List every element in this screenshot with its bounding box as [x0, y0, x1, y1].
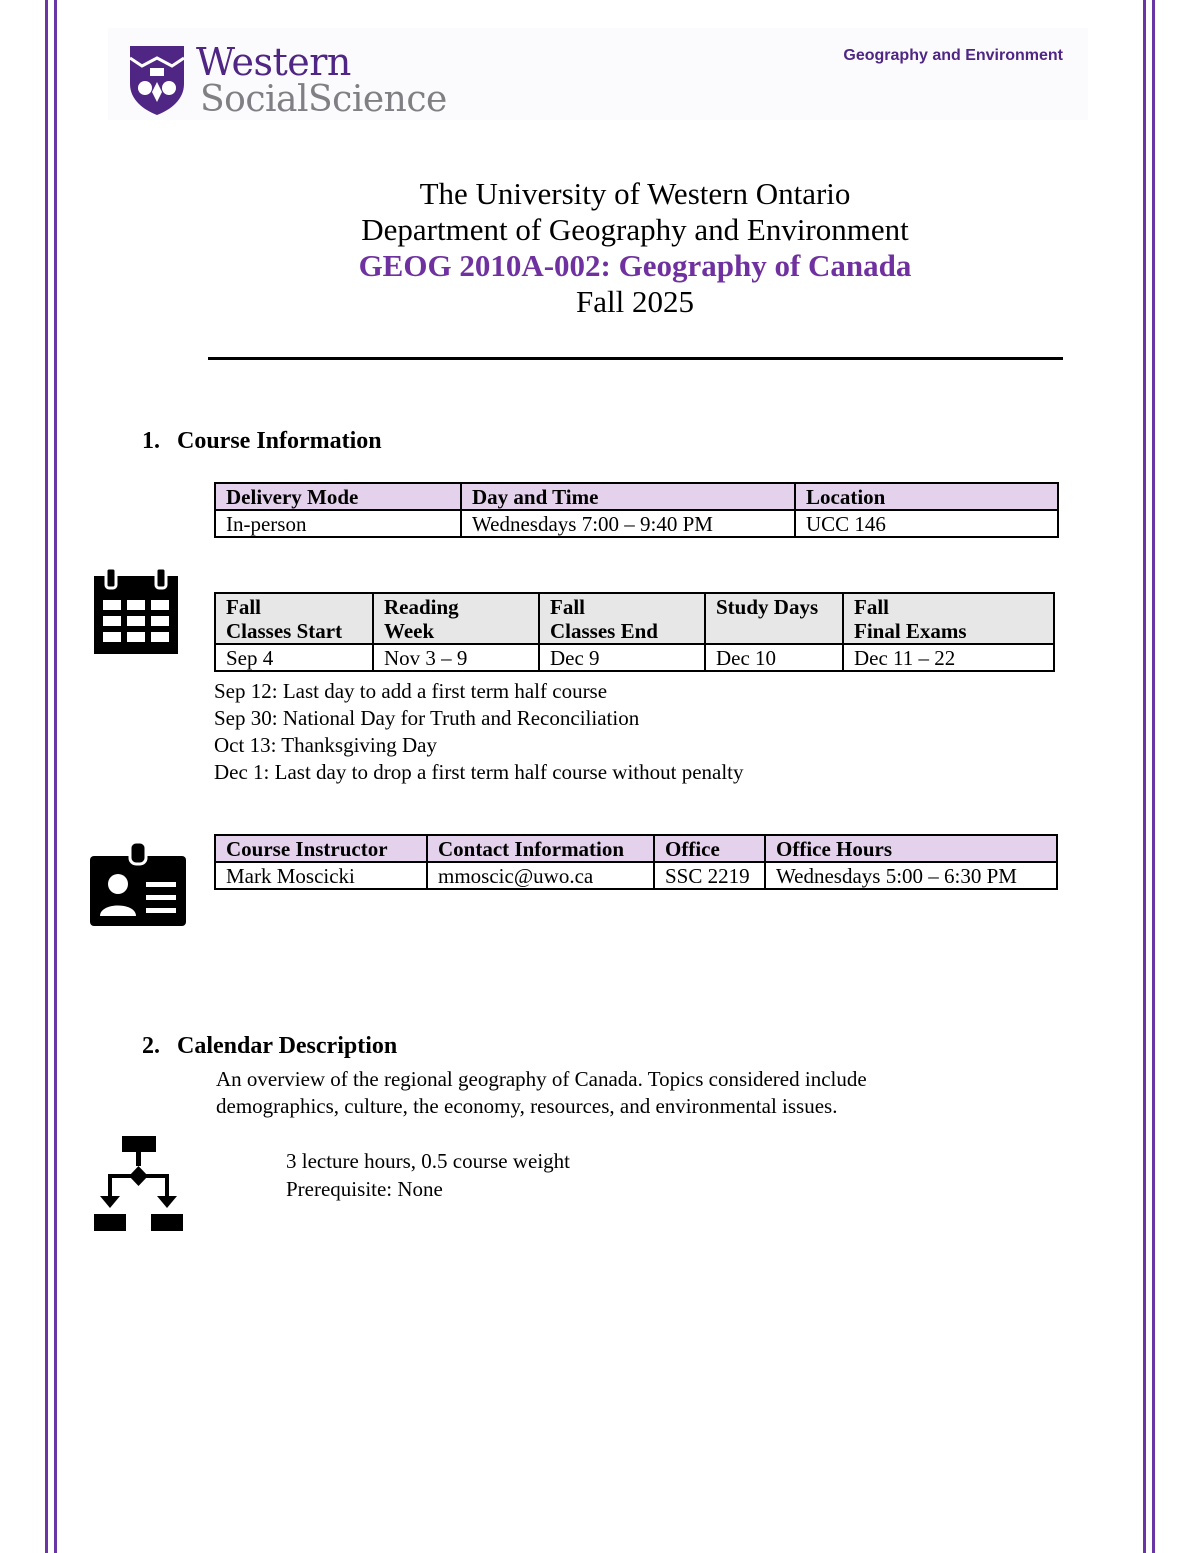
table-cell: Dec 11 – 22	[843, 644, 1054, 671]
university-name: The University of Western Ontario	[419, 176, 851, 211]
table-header-row	[215, 593, 1054, 644]
logo-wordmark-socialscience: SocialScience	[200, 79, 447, 120]
table-cell: SSC 2219	[654, 862, 765, 889]
table-header-cell: Fall Final Exams	[843, 593, 1054, 644]
document-title	[0, 176, 1200, 320]
table-header-cell: Day and Time	[461, 483, 795, 510]
table-cell: Dec 10	[705, 644, 843, 671]
calendar-description-text: An overview of the regional geography of Canada. Topics considered include demographics, culture, the economy, resources, and environmental issues.	[216, 1067, 867, 1118]
course-title: GEOG 2010A-002: Geography of Canada	[358, 248, 912, 283]
table-row	[215, 510, 1058, 537]
table-header-cell: Reading Week	[373, 593, 539, 644]
list-item: Dec 1: Last day to drop a first term half course without penalty	[214, 760, 744, 784]
section-heading-calendar-description	[142, 1033, 397, 1060]
table-header-cell: Fall Classes Start	[215, 593, 373, 644]
section-title: Course Information	[177, 428, 382, 454]
key-dates-table	[214, 592, 1055, 672]
section-number: 2.	[142, 1033, 160, 1059]
logo-wordmark-western: Western	[196, 40, 351, 84]
lecture-hours: 3 lecture hours, 0.5 course weight	[286, 1149, 571, 1173]
list-item: Sep 30: National Day for Truth and Reconciliation	[214, 706, 640, 730]
hierarchy-icon	[94, 1136, 183, 1231]
department-label: Geography and Environment	[843, 47, 1063, 64]
table-cell: Sep 4	[215, 644, 373, 671]
table-header-cell: Location	[795, 483, 1058, 510]
table-row	[215, 862, 1057, 889]
prerequisite: Prerequisite: None	[286, 1177, 443, 1201]
section-number: 1.	[142, 428, 160, 454]
table-header-row	[215, 483, 1058, 510]
calendar-icon	[94, 568, 178, 654]
table-header-row	[215, 835, 1057, 862]
table-cell: In-person	[215, 510, 461, 537]
instructor-table	[214, 834, 1058, 890]
western-shield-icon	[128, 44, 186, 116]
title-divider	[208, 357, 1063, 360]
table-header-cell: Contact Information	[427, 835, 654, 862]
section-title: Calendar Description	[177, 1033, 398, 1059]
delivery-table	[214, 482, 1059, 538]
course-meta	[286, 1147, 570, 1203]
table-header-cell: Course Instructor	[215, 835, 427, 862]
table-cell: Dec 9	[539, 644, 705, 671]
instructor-email[interactable]: mmoscic@uwo.ca	[427, 862, 654, 889]
list-item: Oct 13: Thanksgiving Day	[214, 733, 438, 757]
important-dates-list	[214, 678, 744, 786]
table-cell: Mark Moscicki	[215, 862, 427, 889]
table-cell: Wednesdays 5:00 – 6:30 PM	[765, 862, 1057, 889]
table-header-cell: Fall Classes End	[539, 593, 705, 644]
table-header-cell: Office Hours	[765, 835, 1057, 862]
section-heading-course-information	[142, 428, 382, 455]
table-header-cell: Study Days	[705, 593, 843, 644]
term: Fall 2025	[576, 284, 694, 319]
table-header-cell: Delivery Mode	[215, 483, 461, 510]
table-cell: UCC 146	[795, 510, 1058, 537]
department-name: Department of Geography and Environment	[361, 212, 909, 247]
table-cell: Wednesdays 7:00 – 9:40 PM	[461, 510, 795, 537]
list-item: Sep 12: Last day to add a first term half course	[214, 679, 608, 703]
id-badge-icon	[90, 842, 186, 926]
table-cell: Nov 3 – 9	[373, 644, 539, 671]
table-row	[215, 644, 1054, 671]
table-header-cell: Office	[654, 835, 765, 862]
